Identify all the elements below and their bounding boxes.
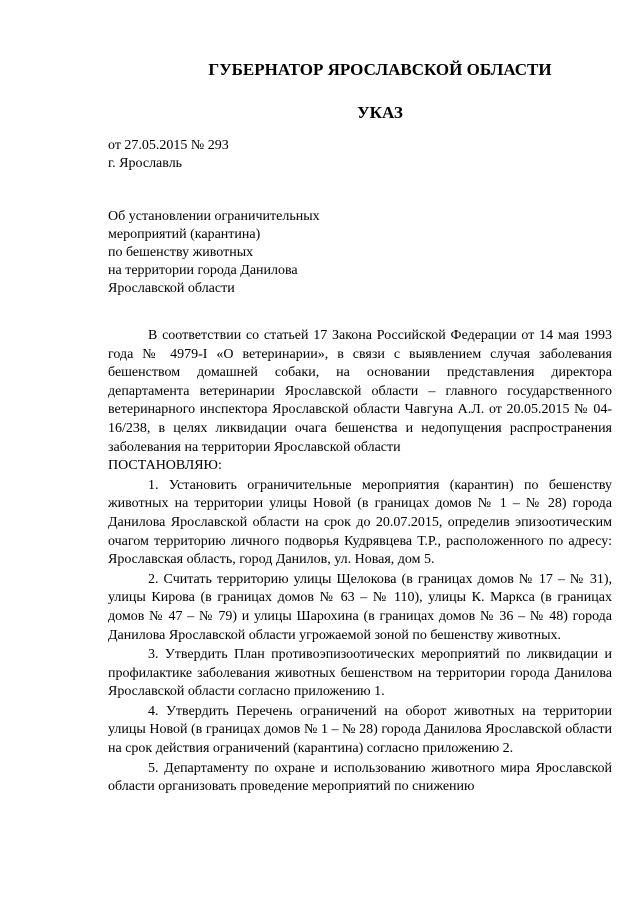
issuing-authority: ГУБЕРНАТОР ЯРОСЛАВСКОЙ ОБЛАСТИ	[208, 60, 552, 79]
date-number: от 27.05.2015 № 293	[108, 138, 229, 153]
subject-line: по бешенству животных	[108, 245, 254, 260]
subject-line: на территории города Данилова	[108, 263, 298, 278]
city: г. Ярославль	[108, 156, 183, 171]
resolution-item: 1. Установить ограничительные мероприятия (карантин) по бешенству животных на территории улицы Новой (в границах домов № 1 – № 28) города Данилова Ярославской области на срок до 20.07.2015, определив эпизоотическим очагом территорию личного подворья Кудрявцева Т.Р., расположенного по адресу: Ярославская область, город Данилов, ул. Новая, дом 5.	[108, 477, 612, 568]
document-type: УКАЗ	[357, 103, 403, 122]
preamble-paragraph: В соответствии со статьей 17 Закона Российской Федерации от 14 мая 1993 года № 4979-I «О ветеринарии», в связи с выявлением случая заболевания бешенством домашней собаки, на основании представления директора департамента ветеринарии Ярославской области – главного государственного ветеринарного инспектора Ярославской области Чавгуна А.Л. от 20.05.2015 № 04-16/238, в целях ликвидации очага бешенства и недопущения распространения заболевания на территории Ярославской области	[108, 328, 612, 455]
document-subject	[108, 208, 320, 298]
document-header	[180, 60, 580, 123]
document-body	[108, 326, 612, 797]
subject-line: мероприятий (карантина)	[108, 227, 261, 242]
document-meta	[108, 137, 229, 173]
resolution-item: 4. Утвердить Перечень ограничений на оборот животных на территории улицы Новой (в границах домов № 1 – № 28) города Данилова Ярославской области на срок действия ограничений (карантина) согласно приложению 2.	[108, 703, 612, 757]
resolution-keyword: ПОСТАНОВЛЯЮ:	[108, 458, 222, 474]
subject-line: Ярославской области	[108, 281, 235, 296]
resolution-item: 5. Департаменту по охране и использованию животного мира Ярославской области организовать проведение мероприятий по снижению	[108, 760, 612, 795]
resolution-item: 2. Считать территорию улицы Щелокова (в границах домов № 17 – № 31), улицы Кирова (в границах домов № 63 – № 110), улицы К. Маркса (в границах домов № 47 – № 79) и улицы Шарохина (в границах домов № 36 – № 48) города Данилова Ярославской области угрожаемой зоной по бешенству животных.	[108, 571, 612, 643]
resolution-item: 3. Утвердить План противоэпизоотических мероприятий по ликвидации и профилактике заболевания животных бешенством на территории города Данилова Ярославской области согласно приложению 1.	[108, 647, 612, 700]
subject-line: Об установлении ограничительных	[108, 209, 320, 224]
